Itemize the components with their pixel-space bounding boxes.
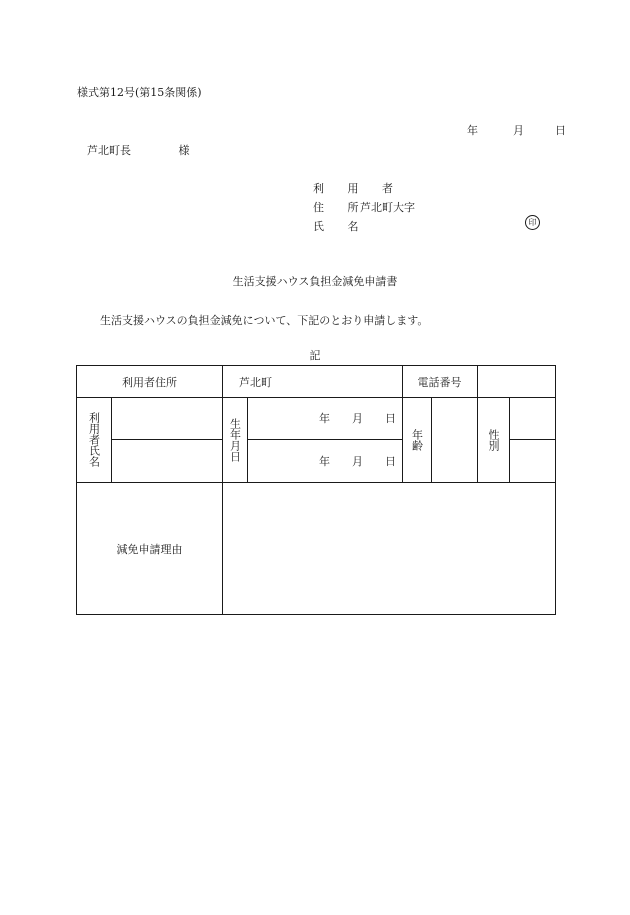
addressee (87, 142, 190, 158)
applicant-block (313, 179, 415, 236)
user-address-label: 利用者住所 (122, 375, 177, 389)
applicant-user-label: 利 用 者 (313, 182, 403, 195)
age-label: 年齢 (410, 428, 424, 451)
date-month-label: 月 (513, 124, 524, 137)
applicant-name-label: 氏 名 (313, 220, 369, 233)
user-name-field-1[interactable] (112, 397, 222, 439)
applicant-address-value: 芦北町大字 (360, 201, 415, 214)
sex-label: 性別 (487, 428, 500, 451)
sex-field-2[interactable] (510, 440, 555, 482)
date-year-label: 年 (467, 124, 478, 137)
seal-mark: 印 (525, 215, 540, 230)
user-address-value[interactable]: 芦北町 (239, 375, 272, 389)
user-name-label: 利用者氏名 (87, 412, 101, 467)
addressee-name: 芦北町長 (87, 144, 131, 157)
phone-field[interactable] (477, 366, 555, 397)
birth-date-field-2[interactable]: 年 月 日 (319, 455, 396, 468)
sex-field-1[interactable] (510, 397, 555, 439)
user-name-field-2[interactable] (112, 440, 222, 482)
age-field[interactable] (432, 397, 477, 482)
form-number: 様式第12号(第15条関係) (77, 86, 202, 99)
addressee-suffix: 様 (178, 144, 190, 157)
date-line (467, 122, 566, 138)
applicant-address-label: 住 所 (313, 201, 369, 214)
ki-label: 記 (309, 349, 321, 362)
document-title: 生活支援ハウス負担金減免申請書 (232, 275, 398, 288)
birth-date-field-1[interactable]: 年 月 日 (319, 412, 396, 425)
date-day-label: 日 (555, 124, 566, 137)
reason-field[interactable] (223, 483, 555, 614)
application-table (76, 365, 556, 615)
phone-label: 電話番号 (417, 375, 462, 389)
birth-label: 生年月日 (228, 417, 242, 462)
document-body: 生活支援ハウスの負担金減免について、下記のとおり申請します。 (100, 314, 429, 327)
reason-label: 減免申請理由 (116, 542, 183, 556)
